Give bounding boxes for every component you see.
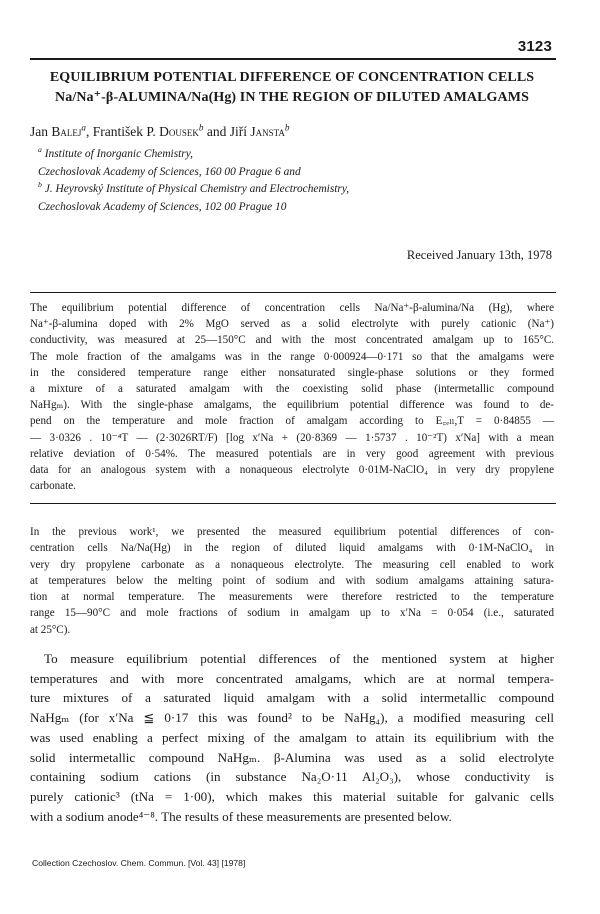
main-paragraph — [30, 649, 554, 826]
affiliation-mark: b — [284, 122, 290, 133]
journal-footer: Collection Czechoslov. Chem. Commun. [Vol. 43] [1978] — [32, 858, 246, 868]
affiliation-mark: a — [81, 122, 86, 133]
affiliation-text: J. Heyrovský Institute of Physical Chemistry and Electrochemistry, — [44, 183, 350, 196]
affiliation-line: Czechoslovak Academy of Sciences, 102 00 Prague 10 — [38, 200, 287, 213]
author-first-name: Jiří — [229, 124, 247, 139]
affiliations — [38, 146, 349, 216]
abstract-line: data for an analogous system with a nonaqueous electrolyte 0·01M-NaClO₄ in very dry propylene — [30, 464, 554, 477]
article-title — [30, 68, 554, 108]
abstract-line: a mixture of a saturated amalgam with the coexisting solid phase (intermetallic compound — [30, 383, 554, 396]
affiliation-mark: b — [198, 122, 204, 133]
author-surname: Dousek — [159, 124, 199, 139]
body-line: containing sodium cations (in substance Na₂O·11 Al₂O₃), whose conductivity is — [30, 769, 554, 785]
abstract-line: Na⁺-β-alumina doped with 2% MgO served as a solid electrolyte with purely cationic (Na⁺) — [30, 318, 554, 331]
abstract-line: NaHgₘ). With the single-phase amalgams, the equilibrium potential difference was found to de- — [30, 399, 554, 412]
body-line: solid intermetallic compound NaHgₘ. β-Alumina was used as a solid electrolyte — [30, 749, 554, 765]
affiliation-line — [38, 181, 349, 199]
body-line: In the previous work¹, we presented the measured equilibrium potential differences of con- — [30, 526, 554, 538]
affiliation-text: Institute of Inorganic Chemistry, — [44, 148, 194, 160]
body-line: purely cationic³ (tNa = 1·00), which makes this material suitable for galvanic cells — [30, 788, 554, 804]
author-first-name: Jan — [30, 124, 48, 139]
abstract-top-rule — [30, 292, 556, 293]
body-line: was used enabling a perfect mixing of the amalgam to attain its equilibrium with the — [30, 729, 554, 745]
body-line: range 15—90°C and mole fractions of sodium in amalgam up to x′Na = 0·054 (i.e., saturated — [30, 607, 554, 620]
author-first-name: František P. — [92, 124, 156, 139]
body-line: tion at normal temperature. The measurements were therefore restricted to the temperature — [30, 591, 554, 604]
abstract — [30, 300, 554, 494]
author-separator: and — [203, 124, 230, 139]
body-line: with a sodium anode⁴⁻⁸. The results of these measurements are presented below. — [30, 808, 452, 824]
affiliation-line — [38, 146, 349, 164]
abstract-line: carbonate. — [30, 480, 76, 493]
body-line: NaHgₘ (for x′Na ≦ 0·17 this was found² to be NaHg₄), a modified measuring cell — [30, 710, 554, 726]
body-line: at 25°C). — [30, 623, 71, 636]
abstract-line: in the considered temperature range either nonsaturated single-phase solutions or they formed — [30, 366, 554, 379]
affiliation-line: Czechoslovak Academy of Sciences, 160 00 Prague 6 and — [38, 165, 301, 178]
header-rule — [30, 58, 556, 60]
abstract-line: conductivity, was measured at 25—150°C and with the most concentrated amalgam up to 165°C. — [30, 334, 554, 347]
author-surname: Balej — [51, 124, 82, 139]
affiliation-mark: b — [38, 180, 42, 190]
abstract-bottom-rule — [30, 503, 556, 504]
abstract-line: — 3·0326 . 10⁻⁴T — (2·3026RT/F) [log x′Na + (20·8369 — 1·5737 . 10⁻²T) x′Na] with a mean — [30, 431, 554, 444]
body-line: very dry propylene carbonate as a nonaqueous electrolyte. The measuring cell enabled to work — [30, 558, 554, 571]
abstract-line: The equilibrium potential difference of concentration cells Na/Na⁺-β-alumina/Na (Hg), where — [30, 302, 554, 314]
abstract-line: pend on the temperature and mole fraction of amalgam according to E꜀ₑₗₗ,T = 0·84855 — — [30, 415, 554, 428]
body-line: To measure equilibrium potential differences of the mentioned system at higher — [44, 651, 554, 666]
body-line: temperatures and with more concentrated amalgams, which are at normal tempera- — [30, 670, 554, 686]
affiliation-mark: a — [38, 145, 42, 155]
author-separator: , — [85, 124, 93, 139]
title-line-2: Na/Na⁺-β-ALUMINA/Na(Hg) IN THE REGION OF DILUTED AMALGAMS — [55, 90, 529, 105]
body-line: centration cells Na/Na(Hg) in the region of diluted liquid amalgams with 0·1M-NaClO₄ in — [30, 542, 554, 555]
body-line: at temperatures below the melting point of sodium and with sodium amalgams attaining satura- — [30, 574, 554, 587]
author-surname: Jansta — [250, 124, 285, 139]
author-list — [30, 124, 290, 140]
abstract-line: relative deviation of 0·54%. The measured potentials are in very good agreement with previous — [30, 447, 554, 460]
body-line: ture mixtures of a saturated liquid amalgam with a solid intermetallic compound — [30, 690, 554, 706]
abstract-line: The mole fraction of the amalgams was in the range 0·000924—0·171 so that the amalgams were — [30, 350, 554, 363]
received-date: Received January 13th, 1978 — [406, 248, 552, 262]
title-line-1: EQUILIBRIUM POTENTIAL DIFFERENCE OF CONCENTRATION CELLS — [49, 70, 535, 85]
introduction-paragraph — [30, 524, 554, 638]
page-number: 3123 — [517, 38, 552, 55]
